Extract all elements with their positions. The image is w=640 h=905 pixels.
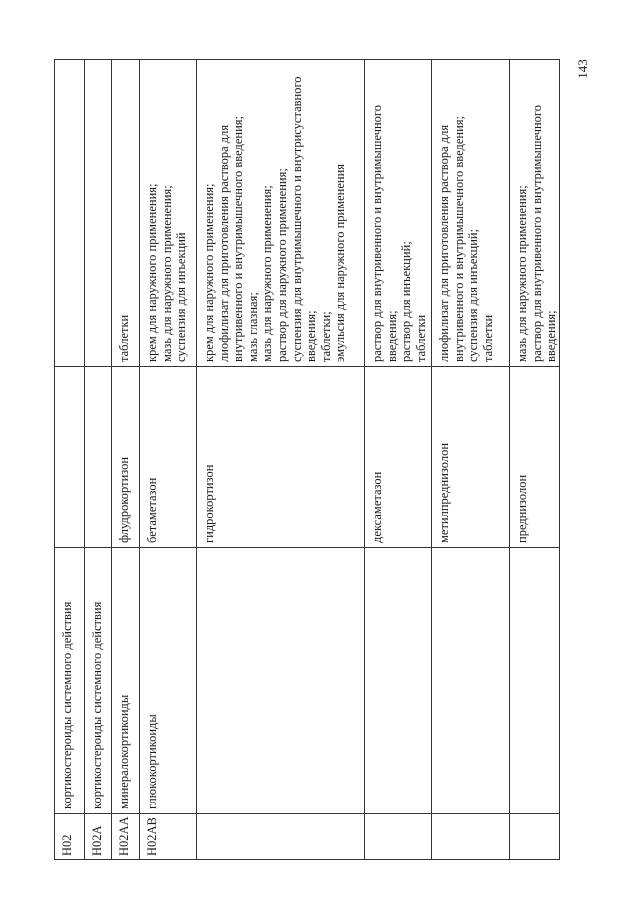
drug-name-cell	[85, 366, 112, 547]
dosage-form-line: таблетки	[480, 314, 495, 362]
dosage-form-line: введения;	[304, 310, 319, 362]
dosage-form-line: лиофилизат для приготовления раствора для	[437, 124, 451, 362]
dosage-form-line: раствор для наружного применения;	[274, 168, 289, 362]
dosage-form-line: мазь для наружного применения;	[515, 185, 529, 362]
dosage-form-line: введения;	[544, 310, 559, 362]
drug-name-cell: метилпреднизолон	[432, 366, 510, 547]
dosage-form-line: крем для наружного применения;	[145, 183, 159, 362]
dosage-form-line: мазь для наружного применения;	[260, 185, 275, 362]
atc-group-cell: кортикостероиды системного действия	[85, 547, 112, 813]
dosage-forms-cell	[197, 59, 365, 366]
dosage-form-line: внутривенного и внутримышечного введения;	[231, 115, 246, 362]
atc-code-cell	[510, 813, 560, 859]
dosage-forms-cell	[365, 59, 432, 366]
dosage-forms-cell	[112, 59, 140, 366]
drug-name-cell: бетаметазон	[140, 366, 197, 547]
atc-code-cell	[197, 813, 365, 859]
atc-code-cell	[432, 813, 510, 859]
dosage-forms-cell	[140, 59, 197, 366]
dosage-form-line: раствор для внутривенного и внутримышечного	[370, 105, 384, 362]
dosage-form-line: суспензия для внутримышечного и внутрисуставного	[289, 76, 304, 362]
atc-code-cell	[365, 813, 432, 859]
page-number: 143	[575, 59, 590, 79]
atc-group-cell: кортикостероиды системного действия	[55, 547, 85, 813]
dosage-form-line: лиофилизат для приготовления раствора для	[216, 124, 231, 362]
rotated-table-frame	[54, 59, 561, 862]
dosage-form-line: эмульсия для наружного применения	[333, 163, 348, 362]
dosage-form-line: введения;	[384, 310, 399, 362]
atc-group-cell	[365, 547, 432, 813]
dosage-form-line: раствор для инъекций;	[399, 241, 414, 362]
atc-group-cell	[197, 547, 365, 813]
dosage-form-line: раствор для внутривенного и внутримышечного	[529, 105, 544, 362]
drug-name-cell	[55, 366, 85, 547]
dosage-forms-cell	[55, 59, 85, 366]
drug-name-cell: гидрокортизон	[197, 366, 365, 547]
dosage-form-line: мазь для наружного применения;	[159, 185, 174, 362]
drug-table	[54, 59, 560, 860]
dosage-forms-cell	[432, 59, 510, 366]
dosage-form-line: таблетки	[413, 314, 428, 362]
drug-name-cell: дексаметазон	[365, 366, 432, 547]
dosage-form-line: таблетки;	[318, 311, 333, 362]
dosage-forms-cell	[85, 59, 112, 366]
atc-code-cell: H02AA	[112, 813, 140, 859]
dosage-form-line: суспензия для инъекций	[174, 232, 189, 362]
atc-code-cell: H02AB	[140, 813, 197, 859]
atc-code-cell: H02A	[85, 813, 112, 859]
atc-group-cell	[432, 547, 510, 813]
atc-code-cell: H02	[55, 813, 85, 859]
drug-name-cell: флудрокортизон	[112, 366, 140, 547]
dosage-form-line: крем для наружного применения;	[202, 183, 216, 362]
atc-group-cell: глюкокортикоиды	[140, 547, 197, 813]
dosage-form-line: суспензия для инъекций;	[466, 228, 481, 362]
dosage-form-line: мазь глазная;	[245, 292, 260, 362]
atc-group-cell	[510, 547, 560, 813]
drug-name-cell: преднизолон	[510, 366, 560, 547]
dosage-form-line: таблетки	[117, 314, 131, 362]
dosage-form-line: внутривенного и внутримышечного введения;	[451, 115, 466, 362]
dosage-forms-cell	[510, 59, 560, 366]
atc-group-cell: минералокортикоиды	[112, 547, 140, 813]
